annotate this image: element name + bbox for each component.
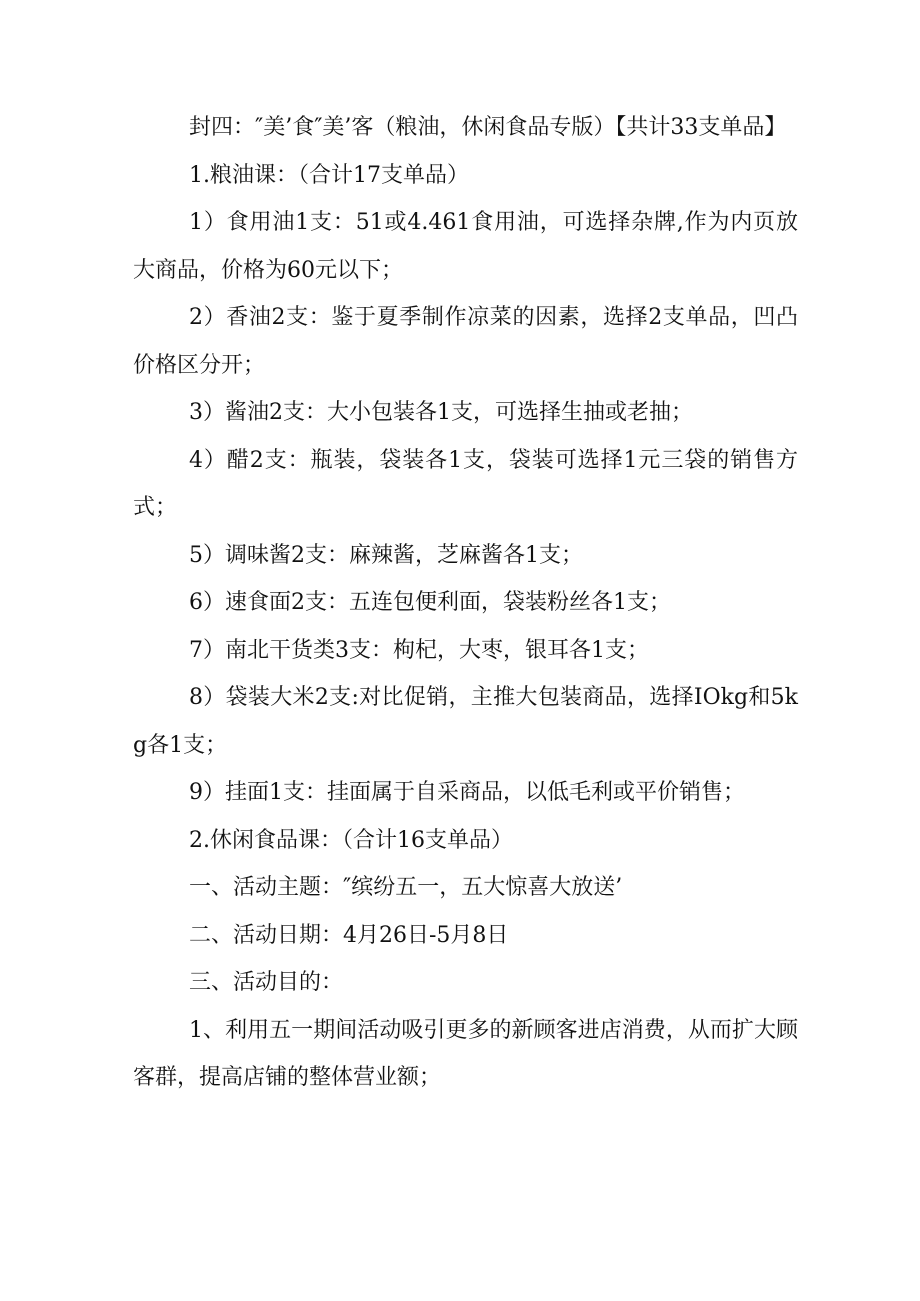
paragraph-item-3: 3）酱油2支：大小包装各1支，可选择生抽或老抽； bbox=[189, 400, 693, 425]
paragraph-grain-oil-section: 1.粮油课：（合计17支单品） bbox=[189, 162, 469, 188]
paragraph-purpose-1: 1、利用五一期间活动吸引更多的新顾客进店消费，从而扩大顾客群，提高店铺的整体营业额； bbox=[133, 1017, 798, 1090]
paragraph-activity-theme: 一、活动主题：″缤纷五一，五大惊喜大放送’ bbox=[189, 875, 623, 900]
paragraph-item-2: 2）香油2支：鉴于夏季制作凉菜的因素，选择2支单品，凹凸价格区分开； bbox=[133, 305, 798, 378]
paragraph-item-4: 4）醋2支：瓶装，袋装各1支，袋装可选择1元三袋的销售方式； bbox=[133, 447, 798, 520]
paragraph-item-5: 5）调味酱2支：麻辣酱，芝麻酱各1支； bbox=[189, 542, 583, 568]
paragraph-item-7: 7）南北干货类3支：枸杞，大枣，银耳各1支； bbox=[189, 637, 649, 663]
paragraph-snack-section: 2.休闲食品课：（合计16支单品） bbox=[189, 827, 513, 853]
paragraph-item-1: 1）食用油1支：51或4.461食用油，可选择杂牌,作为内页放大商品，价格为60元以下； bbox=[133, 210, 798, 283]
paragraph-item-8: 8）袋装大米2支:对比促销，主推大包装商品，选择IOkg和5kg各1支； bbox=[133, 685, 798, 758]
paragraph-activity-purpose: 三、活动目的： bbox=[189, 970, 344, 995]
paragraph-item-9: 9）挂面1支：挂面属于自采商品，以低毛利或平价销售； bbox=[189, 780, 745, 805]
paragraph-activity-date: 二、活动日期：4月26日-5月8日 bbox=[189, 922, 509, 948]
paragraph-item-6: 6）速食面2支：五连包便利面，袋装粉丝各1支； bbox=[189, 590, 671, 615]
paragraph-header: 封四：″美’食″美’客（粮油，休闲食品专版）【共计33支单品】 bbox=[189, 115, 787, 140]
